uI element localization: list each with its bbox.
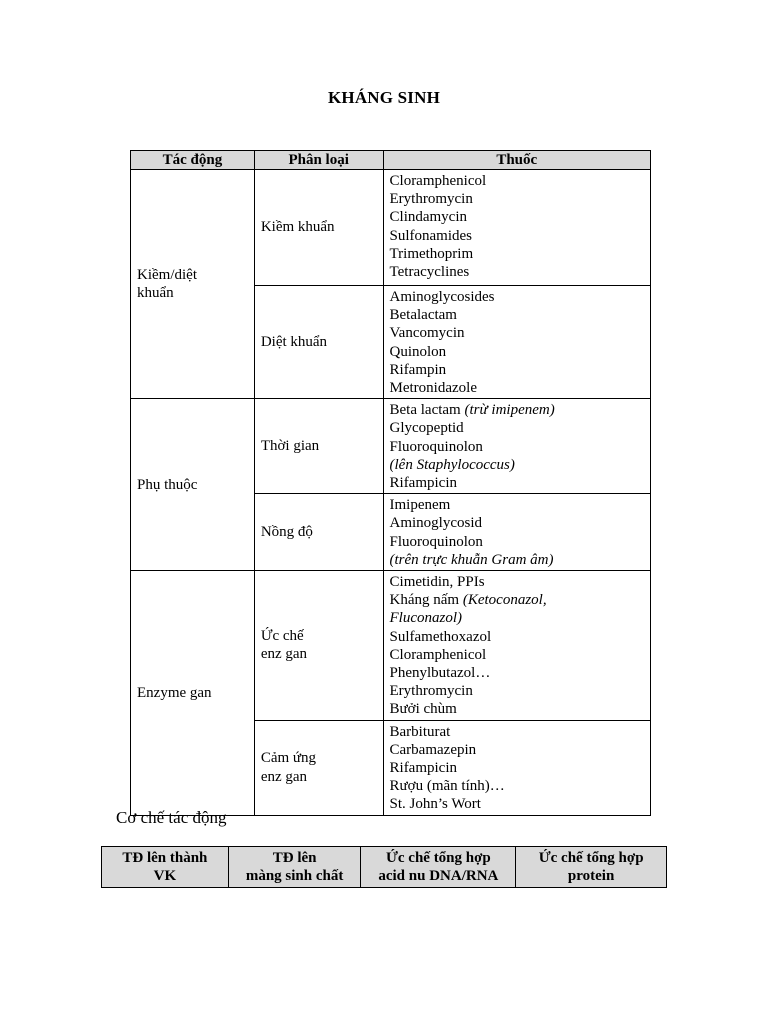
mechanism-header-cell	[228, 847, 361, 888]
classification-cell	[254, 494, 383, 571]
header-drugs: Thuốc	[383, 151, 650, 170]
effect-cell	[131, 399, 255, 571]
drug-name: Glycopeptid	[389, 420, 464, 437]
drug-name: Clindamycin	[389, 209, 468, 226]
drug-name: Sulfonamides	[389, 227, 473, 244]
drug-name: Bưởi chùm	[389, 701, 457, 718]
table-row	[131, 399, 651, 494]
drug-name: Metronidazole	[389, 380, 477, 397]
table-row	[131, 571, 651, 721]
mechanism-header-cell	[102, 847, 229, 888]
drug-name: Trimethoprim	[389, 245, 474, 262]
drug-item	[390, 664, 644, 682]
drug-name: Rifampin	[389, 361, 447, 378]
drug-note: (Ketoconazol,	[462, 592, 547, 609]
drug-name: Carbamazepin	[389, 741, 477, 758]
antibiotic-table-body	[131, 170, 651, 816]
effect-label: khuẩn	[137, 285, 174, 302]
drug-name: Betalactam	[389, 307, 457, 324]
drug-name: Phenylbutazol…	[389, 665, 491, 682]
effect-label: Kiềm/diệt	[137, 266, 197, 283]
drug-item	[390, 306, 644, 324]
classification-cell	[254, 399, 383, 494]
drug-name: Cloramphenicol	[389, 646, 487, 663]
drug-item	[390, 263, 644, 281]
drug-name: Rifampicin	[389, 475, 458, 492]
drug-item	[390, 795, 644, 813]
mechanism-label: acid nu DNA/RNA	[378, 868, 499, 884]
classification-cell	[254, 571, 383, 721]
drug-note: (trừ imipenem)	[464, 402, 555, 419]
drug-name: Fluoroquinolon	[389, 438, 483, 455]
drug-name: Imipenem	[389, 497, 451, 514]
drug-item	[390, 533, 644, 551]
drug-name: Barbiturat	[389, 723, 451, 740]
classification-label: Nồng độ	[260, 524, 313, 541]
mechanism-label: Ức chế tổng hợp	[538, 850, 644, 866]
drug-name: Quinolon	[389, 343, 447, 360]
drug-item	[390, 777, 644, 795]
classification-cell	[254, 720, 383, 815]
mechanism-label: Ức chế tổng hợp	[385, 850, 491, 866]
drug-item	[390, 682, 644, 700]
drug-item	[390, 646, 644, 664]
drug-name: Rượu (mãn tính)…	[389, 778, 505, 795]
drug-name: Rifampicin	[389, 760, 458, 777]
classification-label: Diệt khuẩn	[260, 334, 328, 350]
drug-item	[390, 456, 644, 474]
drug-list-cell	[383, 571, 650, 721]
drug-item	[390, 741, 644, 759]
drug-item	[390, 591, 644, 609]
drug-name: Aminoglycosides	[389, 289, 495, 305]
drug-note: Fluconazol)	[389, 610, 463, 627]
drug-list-cell	[383, 170, 650, 286]
mechanism-table-header-row	[102, 847, 667, 888]
classification-label: Cảm ứng	[260, 750, 317, 767]
drug-item	[390, 628, 644, 646]
header-effect: Tác động	[131, 151, 255, 170]
drug-item	[390, 245, 644, 263]
mechanism-label: TĐ lên thành	[122, 850, 208, 866]
drug-name: Vancomycin	[389, 325, 465, 342]
effect-cell	[131, 571, 255, 816]
drug-item	[390, 324, 644, 342]
drug-item	[390, 379, 644, 397]
classification-cell	[254, 170, 383, 286]
drug-item	[390, 551, 644, 569]
mechanism-header-cell	[516, 847, 667, 888]
classification-cell	[254, 286, 383, 399]
drug-name: Cloramphenicol	[389, 173, 487, 189]
mechanism-table	[101, 846, 667, 888]
classification-label: enz gan	[260, 646, 308, 663]
effect-label: Enzyme gan	[137, 684, 212, 701]
drug-note: (trên trực khuẫn Gram âm)	[389, 551, 554, 568]
drug-list-cell	[383, 399, 650, 494]
mechanism-label: protein	[567, 868, 615, 884]
drug-name: Kháng nấm	[389, 592, 463, 609]
drug-name: Fluoroquinolon	[389, 533, 483, 550]
drug-item	[390, 438, 644, 456]
drug-item	[390, 288, 644, 306]
drug-name: Beta lactam	[389, 402, 465, 419]
drug-list-cell	[383, 494, 650, 571]
drug-item	[390, 419, 644, 437]
drug-list-cell	[383, 286, 650, 399]
drug-note: (lên Staphylococcus)	[389, 456, 515, 473]
mechanism-label: TĐ lên	[272, 850, 317, 866]
drug-name: Cimetidin, PPIs	[389, 574, 485, 591]
drug-name: Aminoglycosid	[389, 515, 483, 532]
drug-item	[390, 208, 644, 226]
header-classification: Phân loại	[254, 151, 383, 170]
antibiotic-table-header-row	[131, 151, 651, 170]
drug-item	[390, 723, 644, 741]
classification-label: Thời gian	[260, 438, 320, 455]
drug-name: Tetracyclines	[389, 264, 470, 281]
drug-item	[390, 609, 644, 627]
page-title: KHÁNG SINH	[327, 88, 441, 107]
table-row	[131, 170, 651, 286]
antibiotic-table	[130, 150, 651, 816]
classification-label: enz gan	[260, 768, 308, 785]
drug-item	[390, 172, 644, 190]
classification-label: Kiềm khuẩn	[260, 219, 335, 236]
mechanism-label: VK	[153, 868, 177, 884]
drug-item	[390, 401, 644, 419]
drug-name: St. John’s Wort	[389, 796, 481, 813]
mechanism-header-cell	[361, 847, 516, 888]
drug-name: Erythromycin	[389, 683, 473, 700]
drug-item	[390, 700, 644, 718]
drug-item	[390, 573, 644, 591]
drug-item	[390, 227, 644, 245]
mechanism-label: màng sinh chất	[245, 868, 344, 884]
mechanism-heading: Cơ chế tác động	[116, 808, 227, 827]
classification-label: Ức chế	[260, 628, 304, 645]
drug-item	[390, 514, 644, 532]
drug-item	[390, 343, 644, 361]
drug-name: Erythromycin	[389, 191, 473, 208]
drug-item	[390, 474, 644, 492]
effect-cell	[131, 170, 255, 399]
effect-label: Phụ thuộc	[137, 476, 198, 493]
drug-item	[390, 759, 644, 777]
drug-list-cell	[383, 720, 650, 815]
drug-item	[390, 496, 644, 514]
drug-item	[390, 361, 644, 379]
drug-name: Sulfamethoxazol	[389, 628, 492, 645]
drug-item	[390, 190, 644, 208]
